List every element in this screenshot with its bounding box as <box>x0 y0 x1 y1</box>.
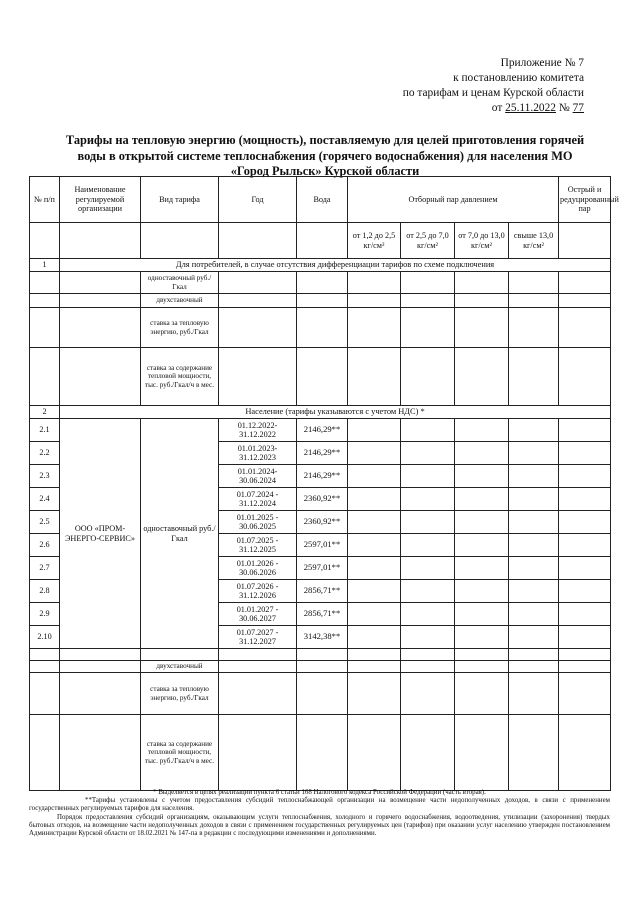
header-num: № п/п <box>30 177 60 223</box>
header-pressure-3: от 7,0 до 13,0 кг/см² <box>455 223 509 259</box>
section-1-text: Для потребителей, в случае отсутствия дифференциации тарифов по схеме подключения <box>60 259 611 272</box>
section-1-num: 1 <box>30 259 60 272</box>
row-num: 2.1 <box>30 419 60 442</box>
section-2-tail-row <box>30 715 611 791</box>
appendix-number: 77 <box>572 102 584 114</box>
footnote-2: **Тарифы установлены с учетом предоставления субсидий теплоснабжающей организации на возмещение части недополученных доходов, в связи с применением государственных регулируемых тарифов для населения. <box>29 797 610 813</box>
table-row <box>30 419 611 442</box>
section-1-tariff-row <box>30 308 611 348</box>
header-org: Наименование регулируемой организации <box>60 177 141 223</box>
row-num: 2.8 <box>30 580 60 603</box>
header-row <box>30 177 611 223</box>
section-1-tariff-row <box>30 348 611 406</box>
section-2-tariff-capacity-rate: ставка за содержание тепловой мощности, тыс. руб./Гкал/ч в мес. <box>141 715 219 791</box>
section-1-tariff-row <box>30 294 611 308</box>
period: 01.01.2027 - 30.06.2027 <box>219 603 297 626</box>
section-1-tariff-row <box>30 272 611 294</box>
section-2-row <box>30 406 611 419</box>
appendix-date: 25.11.2022 <box>505 102 557 114</box>
appendix-line-1: Приложение № 7 <box>500 57 584 69</box>
tariff-value: 2597,01** <box>297 534 348 557</box>
row-num: 2.7 <box>30 557 60 580</box>
organization-name: ООО «ПРОМ-ЭНЕРГО-СЕРВИС» <box>60 419 141 649</box>
section-2-num: 2 <box>30 406 60 419</box>
tariff-value: 3142,38** <box>297 626 348 649</box>
period: 01.07.2026 - 31.12.2026 <box>219 580 297 603</box>
tariff-value: 2146,29** <box>297 442 348 465</box>
footnote-1: * Выделяется в целях реализации пункта 6 статьи 168 Налогового кодекса Российской Федерации (часть вторая). <box>153 789 486 796</box>
section-1-tariff-capacity-rate: ставка за содержание тепловой мощности, тыс. руб./Гкал/ч в мес. <box>141 348 219 406</box>
footnote-3: Порядок предоставления субсидий организациям, оказывающим услуги теплоснабжения, холодного и горячего водоснабжения, водоотведения, утилизации (захоронения) твердых бытовых отходов, на возмещение части недополученных доходов в связи с применением государственных регулируемых цен (тарифов) при оказании услуг населению утвержден постановлением Администрации Курской области от 18.02.2021 № 147-па в редакции с последующими изменениями и дополнениями. <box>29 813 610 838</box>
appendix-line-2: к постановлению комитета <box>453 72 584 84</box>
empty-row <box>30 649 611 661</box>
row-num: 2.3 <box>30 465 60 488</box>
appendix-date-prefix: от <box>491 102 503 114</box>
appendix-block <box>403 56 584 116</box>
section-2-tail-row <box>30 661 611 673</box>
period: 01.01.2024-30.06.2024 <box>219 465 297 488</box>
section-1-tariff-one-rate: одноставочный руб./Гкал <box>141 272 219 294</box>
header-steam: Отборный пар давлением <box>348 177 559 223</box>
tariff-table <box>29 176 619 791</box>
period: 01.01.2023-31.12.2023 <box>219 442 297 465</box>
header-water: Вода <box>297 177 348 223</box>
header-pressure-2: от 2,5 до 7,0 кг/см² <box>401 223 455 259</box>
row-num: 2.5 <box>30 511 60 534</box>
header-type: Вид тарифа <box>141 177 219 223</box>
period: 01.01.2025 - 30.06.2025 <box>219 511 297 534</box>
tariff-type-one-rate: одноставочный руб./Гкал <box>141 419 219 649</box>
row-num: 2.6 <box>30 534 60 557</box>
tariff-value: 2856,71** <box>297 603 348 626</box>
row-num: 2.10 <box>30 626 60 649</box>
appendix-line-4 <box>403 101 584 116</box>
appendix-number-sign: № <box>558 102 570 114</box>
header-subrow <box>30 223 611 259</box>
section-2-tariff-two-rate: двухставочный <box>141 661 219 673</box>
period: 01.07.2025 - 31.12.2025 <box>219 534 297 557</box>
row-num: 2.2 <box>30 442 60 465</box>
section-1-tariff-energy-rate: ставка за тепловую энергию, руб./Гкал <box>141 308 219 348</box>
header-sharp-steam: Острый и редуцированный пар <box>559 177 611 223</box>
period: 01.07.2027 - 31.12.2027 <box>219 626 297 649</box>
tariff-value: 2360,92** <box>297 511 348 534</box>
header-pressure-4: свыше 13,0 кг/см² <box>509 223 559 259</box>
section-2-tariff-energy-rate: ставка за тепловую энергию, руб./Гкал <box>141 673 219 715</box>
row-num: 2.4 <box>30 488 60 511</box>
header-year: Год <box>219 177 297 223</box>
tariff-value: 2360,92** <box>297 488 348 511</box>
section-2-text: Население (тарифы указываются с учетом НДС) * <box>60 406 611 419</box>
tariff-value: 2146,29** <box>297 419 348 442</box>
section-1-row <box>30 259 611 272</box>
period: 01.12.2022-31.12.2022 <box>219 419 297 442</box>
tariff-value: 2597,01** <box>297 557 348 580</box>
tariff-value: 2856,71** <box>297 580 348 603</box>
row-num: 2.9 <box>30 603 60 626</box>
tariff-value: 2146,29** <box>297 465 348 488</box>
period: 01.07.2024 - 31.12.2024 <box>219 488 297 511</box>
section-2-tail-row <box>30 673 611 715</box>
period: 01.01.2026 - 30.06.2026 <box>219 557 297 580</box>
section-1-tariff-two-rate: двухставочный <box>141 294 219 308</box>
header-pressure-1: от 1,2 до 2,5 кг/см² <box>348 223 401 259</box>
document-title: Тарифы на тепловую энергию (мощность), поставляемую для целей приготовления горячей воды в открытой системе теплоснабжения (горячего водоснабжения) для населения МО «Город Рыльск» Курской области <box>65 133 585 178</box>
appendix-line-3: по тарифам и ценам Курской области <box>402 87 584 99</box>
footnotes <box>29 789 610 838</box>
